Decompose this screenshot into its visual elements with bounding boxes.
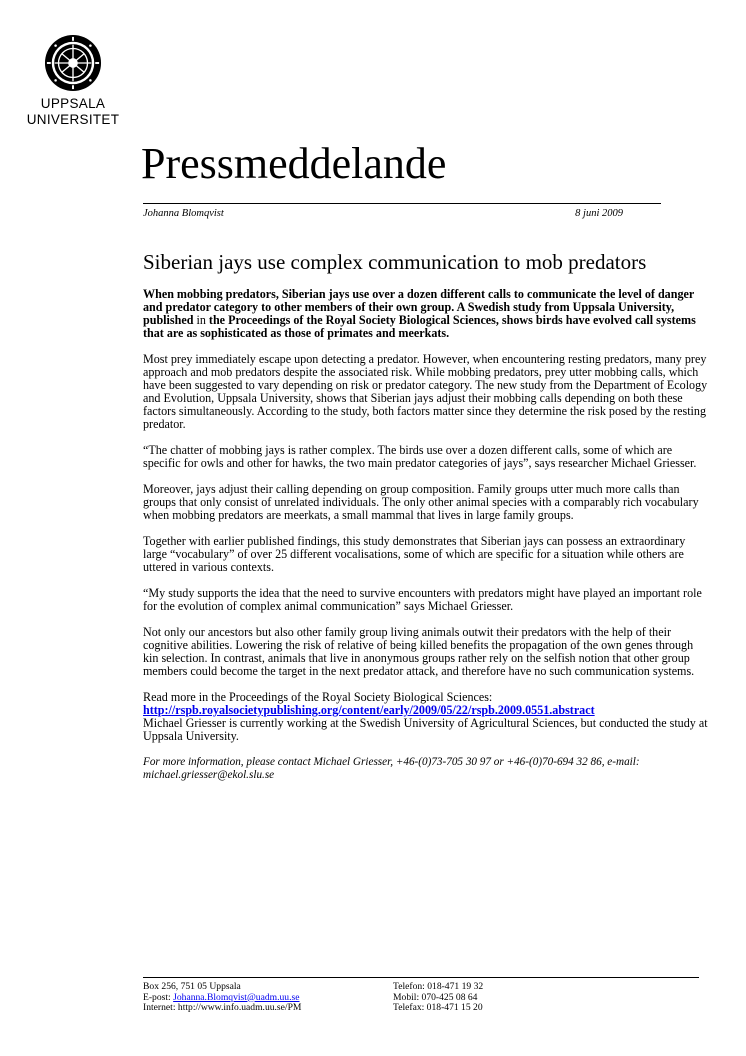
title-divider [143,203,661,204]
byline [143,207,623,220]
footer-telefon: Telefon: 018-471 19 32 [393,981,484,992]
paragraph-5: “My study supports the idea that the need to survive encounters with predators might have played an important role for the evolution of complex animal communication” says Michael Griesser. [143,586,702,613]
footer-left [143,982,301,1014]
paragraph-7: Michael Griesser is currently working at the Swedish University of Agricultural Sciences, but conducted the study at Uppsala University. [143,716,708,743]
paragraph-3: Moreover, jays adjust their calling depending on group composition. Family groups utter much more calls than groups that only consist of unrelated individuals. The only other animal species with a comparably rich vocabulary when mobbing predators are meerkats, a small mammal that lives in large family groups. [143,482,699,522]
contact-info: For more information, please contact Michael Griesser, +46-(0)73-705 30 97 or +46-(0)70-694 32 86, e-mail: michael.griesser@ekol.slu.se [143,756,640,781]
date: 8 juni 2009 [575,208,623,219]
paragraph-1: Most prey immediately escape upon detecting a predator. However, when encountering resting predators, many prey approach and mob predators despite the associated risk. While mobbing predators, prey utter mobbing calls, which have been suggested to vary depending on risk or predator category. The new study from the Department of Ecology and Evolution, Uppsala University, shows that Siberian jays adjust their mobbing calls depending on both these factors simultaneously. According to the study, both factors matter since they determine the risk posed by the resting predator. [143,352,708,431]
footer-right [393,982,483,1014]
paragraph-2: “The chatter of mobbing jays is rather complex. The birds use over a dozen different calls, some of which are specific for owls and other for hawks, the two main predator categories of jays”, says researcher Michael Griesser. [143,443,697,470]
footer-internet: Internet: http://www.info.uadm.uu.se/PM [143,1002,302,1014]
footer-email-link[interactable]: Johanna.Blomqvist@uadm.uu.se [173,991,300,1003]
university-seal-icon [44,34,102,92]
lead-in: in [196,313,206,327]
footer-email-label: E-post: [143,991,174,1003]
lead-paragraph [143,288,711,340]
page-title: Pressmeddelande [141,139,447,188]
paragraph-4: Together with earlier published findings, this study demonstrates that Siberian jays can possess an extraordinary large “vocabulary” of over 25 different vocalisations, some of which are specific for a situation while others are uttered in various contexts. [143,534,686,574]
article-heading: Siberian jays use complex communication to mob predators [143,250,647,274]
lead-part-1: When mobbing predators, Siberian jays use over a dozen different calls to communicate the level of danger and predator category to other members of their own group. A Swedish study from Uppsala University, published [143,287,695,327]
footer-telefax: Telefax: 018-471 15 20 [393,1002,483,1014]
footer-address: Box 256, 751 05 Uppsala [143,981,241,992]
university-name [0,96,146,128]
university-line-1: UPPSALA [40,96,106,111]
lead-part-2: the Proceedings of the Royal Society Biological Sciences, shows birds have evolved call systems that are as sophisticated as those of primates and meerkats. [143,313,696,340]
article-link[interactable]: http://rspb.royalsocietypublishing.org/content/early/2009/05/22/rspb.2009.0551.abstract [143,703,595,717]
footer-divider [143,977,699,978]
university-line-2: UNIVERSITET [26,112,120,127]
paragraph-6: Not only our ancestors but also other family group living animals outwit their predators with the help of their cognitive abilities. Lowering the risk of relative of being killed benefits the propagation of the own genes through kin selection. In contrast, animals that live in anonymous groups rather rely on the selfish notion that other group members could become the target in the next predator attack, and therefore have no such communication systems. [143,625,695,678]
footer-mobil: Mobil: 070-425 08 64 [393,991,478,1003]
article [143,250,711,795]
read-more-paragraph [143,691,711,743]
author: Johanna Blomqvist [143,208,224,219]
read-more-text: Read more in the Proceedings of the Royal Society Biological Sciences: [143,690,493,704]
